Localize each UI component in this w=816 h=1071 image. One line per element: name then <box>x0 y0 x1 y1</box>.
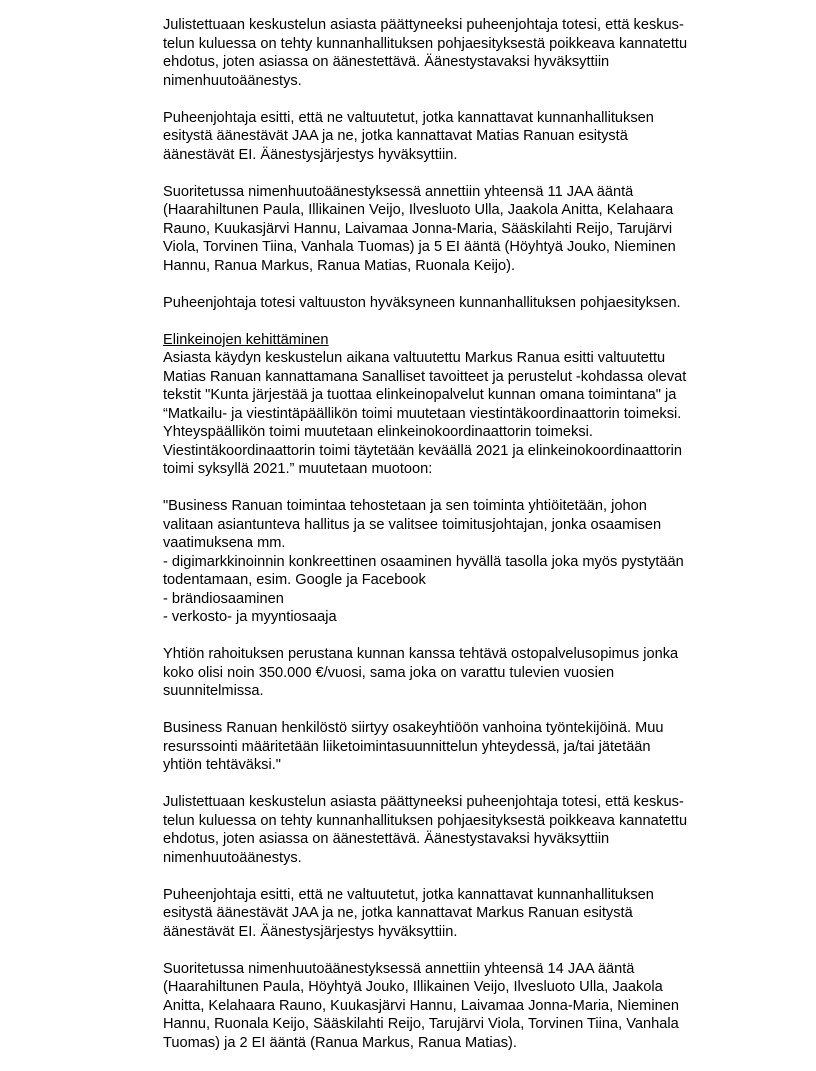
paragraph <box>163 793 763 867</box>
paragraph <box>163 294 763 313</box>
text-line: ehdotus, joten asiassa on äänestettävä. Äänestystavaksi hyväksyttiin <box>163 54 610 70</box>
text-line: resurssointi määritetään liiketoimintasuunnittelun yhteydessä, ja/tai jätetään <box>163 738 651 755</box>
text-line: äänestävät EI. Äänestysjärjestys hyväksyttiin. <box>163 146 458 163</box>
text-line: yhtiön tehtäväksi." <box>163 757 281 773</box>
text-line: Suoritetussa nimenhuutoäänestyksessä annettiin yhteensä 11 JAA ääntä <box>163 183 634 200</box>
text-line: Puheenjohtaja esitti, että ne valtuutetut, jotka kannattavat kunnanhallituksen <box>163 886 654 903</box>
text-line: - digimarkkinoinnin konkreettinen osaaminen hyvällä tasolla joka myös pystytään <box>163 553 684 570</box>
text-line: "Business Ranuan toimintaa tehostetaan ja sen toiminta yhtiöitetään, johon <box>163 498 647 514</box>
text-line: Hannu, Ruonala Keijo, Sääskilahti Reijo, Tarujärvi Viola, Torvinen Tiina, Vanhala <box>163 1016 679 1032</box>
text-line: Puheenjohtaja totesi valtuuston hyväksyneen kunnanhallituksen pohjaesityksen. <box>163 294 681 311</box>
text-line: (Haarahiltunen Paula, Illikainen Veijo, Ilvesluoto Ulla, Jaakola Anitta, Kelahaara <box>163 202 674 218</box>
text-line: tekstit "Kunta järjestää ja tuottaa elinkeinopalvelut kunnan omana toimintana" ja <box>163 387 677 403</box>
text-line: Puheenjohtaja esitti, että ne valtuutetut, jotka kannattavat kunnanhallituksen <box>163 109 654 126</box>
text-line: telun kuluessa on tehty kunnanhallituksen pohjaesityksestä poikkeava kannatettu <box>163 812 688 829</box>
text-line: telun kuluessa on tehty kunnanhallituksen pohjaesityksestä poikkeava kannatettu <box>163 35 688 52</box>
text-line: Rauno, Kuukasjärvi Hannu, Laivamaa Jonna-Maria, Sääskilahti Reijo, Tarujärvi <box>163 220 673 237</box>
text-line: - brändiosaaminen <box>163 590 284 607</box>
paragraph <box>163 109 763 165</box>
paragraph <box>163 16 763 90</box>
text-line: Tuomas) ja 2 EI ääntä (Ranua Markus, Ranua Matias). <box>163 1034 517 1051</box>
text-line: nimenhuutoäänestys. <box>163 72 302 89</box>
paragraph <box>163 331 763 479</box>
text-line: - verkosto- ja myyntiosaaja <box>163 609 337 625</box>
text-line: Yhteyspäällikön toimi muutetaan elinkeinokoordinaattorin toimeksi. <box>163 424 593 440</box>
text-line: Julistettuaan keskustelun asiasta päättyneeksi puheenjohtaja totesi, että keskus- <box>163 17 684 33</box>
text-line: Business Ranuan henkilöstö siirtyy osakeyhtiöön vanhoina työntekijöinä. Muu <box>163 720 664 736</box>
paragraph <box>163 719 763 775</box>
text-line: “Matkailu- ja viestintäpäällikön toimi muutetaan viestintäkoordinaattorin toimeksi. <box>163 405 682 422</box>
text-line: äänestävät EI. Äänestysjärjestys hyväksyttiin. <box>163 923 458 940</box>
section-heading: Elinkeinojen kehittäminen <box>163 331 329 348</box>
text-line: Viola, Torvinen Tiina, Vanhala Tuomas) ja 5 EI ääntä (Höyhtyä Jouko, Nieminen <box>163 239 676 255</box>
paragraph <box>163 183 763 276</box>
text-line: Matias Ranuan kannattamana Sanalliset tavoitteet ja perustelut -kohdassa olevat <box>163 368 687 385</box>
text-line: suunnitelmissa. <box>163 683 264 699</box>
text-line: nimenhuutoäänestys. <box>163 849 302 866</box>
text-line: Anitta, Kelahaara Rauno, Kuukasjärvi Hannu, Laivamaa Jonna-Maria, Nieminen <box>163 997 679 1014</box>
paragraph <box>163 960 763 1053</box>
text-line: koko olisi noin 350.000 €/vuosi, sama joka on varattu tulevien vuosien <box>163 664 615 681</box>
document-page <box>163 16 763 1071</box>
text-line: Yhtiön rahoituksen perustana kunnan kanssa tehtävä ostopalvelusopimus jonka <box>163 646 679 662</box>
text-line: toimi syksyllä 2021.” muutetaan muotoon: <box>163 461 433 477</box>
text-line: Hannu, Ranua Markus, Ranua Matias, Ruonala Keijo). <box>163 257 516 274</box>
text-line: valitaan asiantunteva hallitus ja se valitsee toimitusjohtajan, jonka osaamisen <box>163 516 662 533</box>
text-line: Suoritetussa nimenhuutoäänestyksessä annettiin yhteensä 14 JAA ääntä <box>163 960 635 977</box>
text-line: Julistettuaan keskustelun asiasta päättyneeksi puheenjohtaja totesi, että keskus- <box>163 794 684 810</box>
text-line: esitystä äänestävät JAA ja ne, jotka kannattavat Markus Ranuan esitystä <box>163 905 633 921</box>
paragraph <box>163 886 763 942</box>
text-line: Asiasta käydyn keskustelun aikana valtuutettu Markus Ranua esitti valtuutettu <box>163 350 666 366</box>
paragraph <box>163 645 763 701</box>
text-line: vaatimuksena mm. <box>163 535 286 551</box>
text-line: ehdotus, joten asiassa on äänestettävä. Äänestystavaksi hyväksyttiin <box>163 831 610 847</box>
text-line: (Haarahiltunen Paula, Höyhtyä Jouko, Illikainen Veijo, Ilvesluoto Ulla, Jaakola <box>163 979 663 995</box>
text-line: esitystä äänestävät JAA ja ne, jotka kannattavat Matias Ranuan esitystä <box>163 128 628 144</box>
text-line: todentamaan, esim. Google ja Facebook <box>163 572 426 588</box>
text-line: Viestintäkoordinaattorin toimi täytetään keväällä 2021 ja elinkeinokoordinaattorin <box>163 442 682 459</box>
paragraph <box>163 497 763 627</box>
